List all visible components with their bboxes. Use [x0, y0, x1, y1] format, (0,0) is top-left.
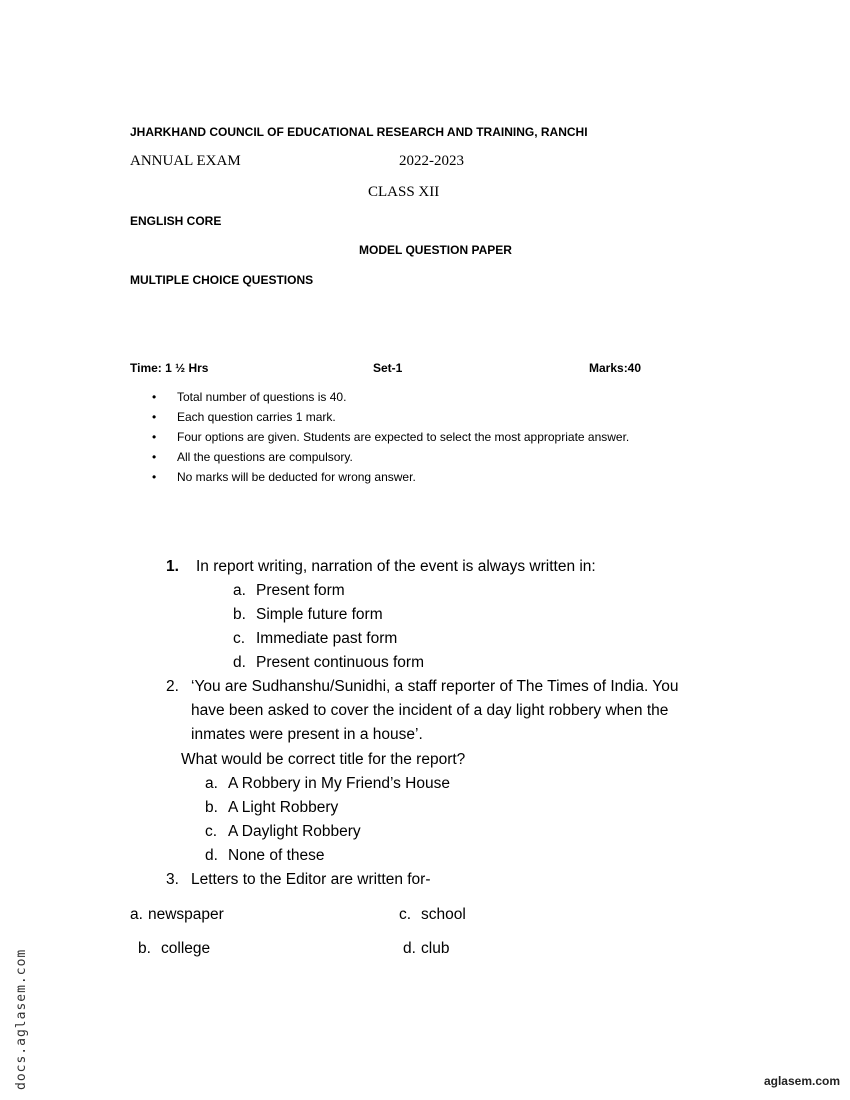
option-letter: b.	[138, 940, 151, 957]
option-text: None of these	[228, 847, 325, 864]
instruction-item: • No marks will be deducted for wrong answer.	[152, 470, 629, 490]
option-letter: d.	[403, 940, 416, 957]
set-label: Set-1	[373, 361, 403, 375]
option-letter: a.	[205, 775, 218, 792]
exam-title: ANNUAL EXAM	[130, 153, 241, 169]
option-letter: c.	[399, 906, 412, 923]
option-text: Present form	[256, 582, 345, 599]
council-heading: JHARKHAND COUNCIL OF EDUCATIONAL RESEARCH AND TRAINING, RANCHI	[130, 125, 588, 139]
option-text: Present continuous form	[256, 654, 425, 671]
class-label: CLASS XII	[368, 184, 440, 200]
instruction-item: • Four options are given. Students are expected to select the most appropriate answer.	[152, 430, 629, 450]
instruction-item: • Total number of questions is 40.	[152, 390, 629, 410]
option-text: newspaper	[148, 906, 224, 923]
option-letter: a.	[233, 582, 246, 599]
question-text-line: have been asked to cover the incident of a day light robbery when the	[191, 702, 669, 719]
question-text: Letters to the Editor are written for-	[191, 871, 431, 888]
option-letter: d.	[205, 847, 218, 864]
section-label: MULTIPLE CHOICE QUESTIONS	[130, 273, 314, 287]
instruction-item: • All the questions are compulsory.	[152, 450, 629, 470]
time-label: Time: 1 ½ Hrs	[130, 361, 209, 375]
option-letter: d.	[233, 654, 246, 671]
option-letter: b.	[233, 606, 246, 623]
subject-label: ENGLISH CORE	[130, 214, 222, 228]
question-text-line: inmates were present in a house’.	[191, 726, 423, 743]
exam-year: 2022-2023	[399, 153, 464, 169]
option-text: club	[421, 940, 450, 957]
option-letter: a.	[130, 906, 143, 923]
paper-type-label: MODEL QUESTION PAPER	[359, 243, 512, 257]
option-text: Simple future form	[256, 606, 383, 623]
question-number: 1.	[166, 558, 179, 575]
corner-watermark: aglasem.com	[763, 1074, 840, 1088]
option-text: A Light Robbery	[228, 799, 339, 816]
option-text: school	[421, 906, 466, 923]
side-watermark: docs.aglasem.com	[14, 948, 29, 1090]
instructions-list	[152, 390, 629, 490]
question-number: 2.	[166, 678, 179, 695]
option-text: college	[161, 940, 211, 957]
question-text: In report writing, narration of the event is always written in:	[196, 558, 596, 575]
option-text: A Daylight Robbery	[228, 823, 361, 840]
option-letter: b.	[205, 799, 218, 816]
instruction-item: • Each question carries 1 mark.	[152, 410, 629, 430]
question-number: 3.	[166, 871, 179, 888]
marks-label: Marks:40	[589, 361, 642, 375]
option-letter: c.	[205, 823, 218, 840]
option-letter: c.	[233, 630, 246, 647]
option-text: Immediate past form	[256, 630, 398, 647]
question-text-line: ‘You are Sudhanshu/Sunidhi, a staff reporter of The Times of India. You	[191, 678, 679, 695]
option-text: A Robbery in My Friend’s House	[228, 775, 450, 792]
question-prompt: What would be correct title for the report?	[181, 751, 466, 768]
